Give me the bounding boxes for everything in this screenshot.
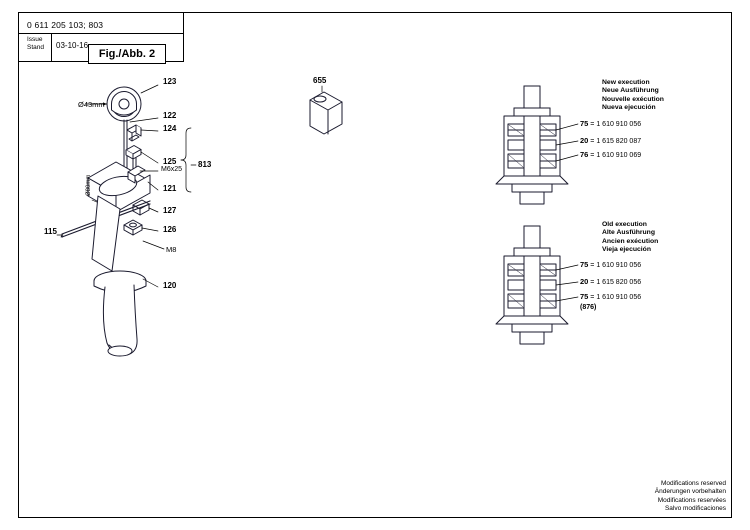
callout-125: 125 [163,157,177,166]
old-execution-part-row [580,260,641,269]
callout-127: 127 [163,206,177,215]
new-part-number-2: 1 615 820 087 [596,138,642,145]
new-part-pos-1: 75 [580,119,589,128]
new-execution-part-row [580,150,641,159]
old-execution-title-es: Vieja ejecución [602,246,651,254]
new-part-pos-2: 20 [580,136,589,145]
dimension-diameter-80mm: Ø80mm [86,174,92,196]
old-execution-part-row [580,277,641,286]
old-execution-title-de: Alte Ausführung [602,229,655,237]
old-execution-title-en: Old execution [602,221,647,228]
old-execution-title-fr: Ancien exécution [602,237,659,245]
footer-line-de: Änderungen vorbehalten [654,488,726,496]
new-part-eq-3: = [590,152,595,159]
old-part-number-2: 1 615 820 056 [596,279,642,286]
new-execution-part-row [580,119,641,128]
new-part-eq-2: = [590,138,595,145]
callout-115: 115 [44,227,57,236]
footer-line-fr: Modifications reservées [657,496,726,504]
issue-label-de: Stand [27,44,44,51]
old-part-pos-3: 75 [580,292,589,301]
thread-spec-m6x25: M6x25 [161,166,183,173]
footer-disclaimer [655,480,726,513]
part-126-nut-m8 [124,220,142,235]
old-part-eq-3: = [590,294,595,301]
footer-line-en: Modifications reserved [660,480,726,488]
old-execution-note: (876) [580,304,597,311]
callout-655: 655 [313,76,327,85]
part-655-sleeve [310,92,342,134]
callout-120: 120 [163,281,177,290]
new-execution-title [602,79,664,113]
new-part-number-3: 1 610 910 069 [596,152,642,159]
callout-121: 121 [163,184,177,193]
callout-124: 124 [163,124,177,133]
old-part-eq-2: = [590,279,595,286]
part-120-auxiliary-handle [92,196,146,356]
old-execution-part-row [580,292,641,301]
old-part-pos-2: 20 [580,277,589,286]
old-part-eq-1: = [590,262,595,269]
part-number-text: 0 611 205 103; 803 [27,20,104,30]
new-part-pos-3: 76 [580,150,589,159]
new-execution-part-row [580,136,641,145]
footer-line-es: Salvo modificaciones [664,504,726,512]
issue-date: 03-10-16 [56,41,89,50]
old-execution-title [602,221,658,255]
figure-number-box: Fig./Abb. 2 [88,44,166,64]
callout-123: 123 [163,77,177,86]
callout-122: 122 [163,111,177,120]
old-part-number-1: 1 610 910 056 [596,262,642,269]
new-part-number-1: 1 610 910 056 [596,121,642,128]
new-execution-title-fr: Nouvelle exécution [602,95,664,103]
group-callout-813: 813 [198,160,212,169]
new-execution-title-de: Neue Ausführung [602,87,659,95]
part-124-clip [127,125,141,141]
thread-spec-m8: M8 [166,245,177,254]
new-execution-title-es: Nueva ejecución [602,104,656,112]
old-part-number-3: 1 610 910 056 [596,294,642,301]
callout-126: 126 [163,225,177,234]
dimension-diameter-43mm: Ø43mm [78,100,105,109]
issue-label-en: Issue [27,36,43,43]
old-part-pos-1: 75 [580,260,589,269]
new-execution-title-en: New execution [602,79,650,86]
new-part-eq-1: = [590,121,595,128]
